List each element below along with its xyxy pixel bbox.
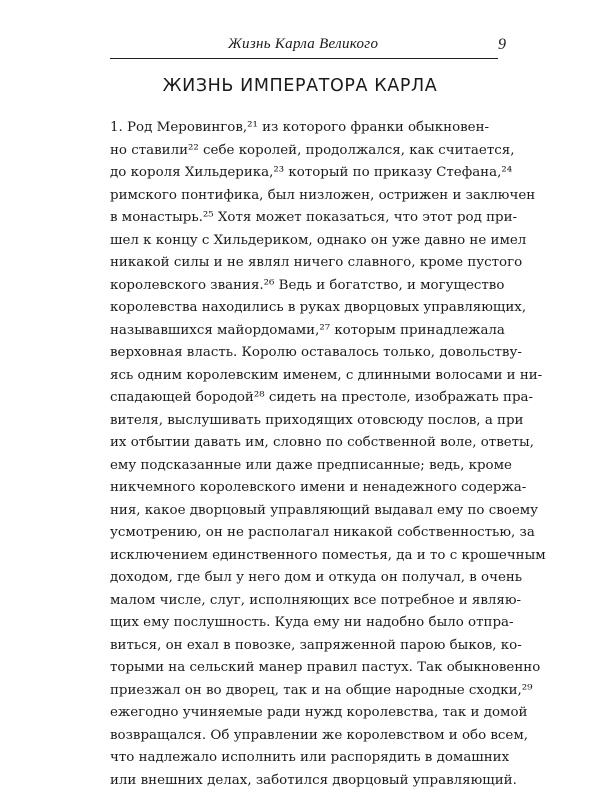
text-line: торыми на сельский манер правил пастух. Так обыкновенно — [110, 657, 487, 680]
text-line: щих ему послушность. Куда ему ни надобно было отпра- — [110, 612, 487, 635]
text-line: их отбытии давать им, словно по собственной воле, ответы, — [110, 432, 487, 455]
text-line: спадающей бородой²⁸ сидеть на престоле, изображать пра- — [110, 387, 487, 410]
text-line: усмотрению, он не располагал никакой собственностью, за — [110, 522, 487, 545]
text-line: или внешних делах, заботился дворцовый управляющий. — [110, 770, 487, 792]
text-line: ния, какое дворцовый управляющий выдавал ему по своему — [110, 500, 487, 523]
body-paragraph — [110, 117, 487, 792]
text-line: доходом, где был у него дом и откуда он получал, в очень — [110, 567, 487, 590]
chapter-title: ЖИЗНЬ ИМПЕРАТОРА КАРЛА — [0, 76, 600, 96]
text-line: называвшихся майордомами,²⁷ которым принадлежала — [110, 320, 487, 343]
text-line: королевского звания.²⁶ Ведь и богатство, и могущество — [110, 275, 487, 298]
text-line: в монастырь.²⁵ Хотя может показаться, что этот род при- — [110, 207, 487, 230]
text-line: королевства находились в руках дворцовых управляющих, — [110, 297, 487, 320]
text-line: возвращался. Об управлении же королевством и обо всем, — [110, 725, 487, 748]
text-line: виться, он ехал в повозке, запряженной парою быков, ко- — [110, 635, 487, 658]
text-line: никакой силы и не являл ничего славного, кроме пустого — [110, 252, 487, 275]
text-line: малом числе, слуг, исполняющих все потребное и являю- — [110, 590, 487, 613]
text-line: никчемного королевского имени и ненадежного содержа- — [110, 477, 487, 500]
text-line: ему подсказанные или даже предписанные; ведь, кроме — [110, 455, 487, 478]
running-head-title: Жизнь Карла Великого — [228, 36, 378, 53]
text-line: римского понтифика, был низложен, острижен и заключен — [110, 185, 487, 208]
text-line: вителя, выслушивать приходящих отовсюду послов, а при — [110, 410, 487, 433]
text-line: исключением единственного поместья, да и то с крошечным — [110, 545, 487, 568]
text-line: до короля Хильдерика,²³ который по приказу Стефана,²⁴ — [110, 162, 487, 185]
text-line: но ставили²² себе королей, продолжался, как считается, — [110, 140, 487, 163]
text-line: ежегодно учиняемые ради нужд королевства, так и домой — [110, 702, 487, 725]
text-line: 1. Род Меровингов,²¹ из которого франки обыкновен- — [110, 117, 487, 140]
page-number: 9 — [498, 36, 506, 54]
text-line: что надлежало исполнить или распорядить в домашних — [110, 747, 487, 770]
text-line: верховная власть. Королю оставалось только, довольству- — [110, 342, 487, 365]
text-line: шел к концу с Хильдериком, однако он уже давно не имел — [110, 230, 487, 253]
text-line: приезжал он во дворец, так и на общие народные сходки,²⁹ — [110, 680, 487, 703]
header-rule — [110, 58, 498, 59]
text-line: ясь одним королевским именем, с длинными волосами и ни- — [110, 365, 487, 388]
